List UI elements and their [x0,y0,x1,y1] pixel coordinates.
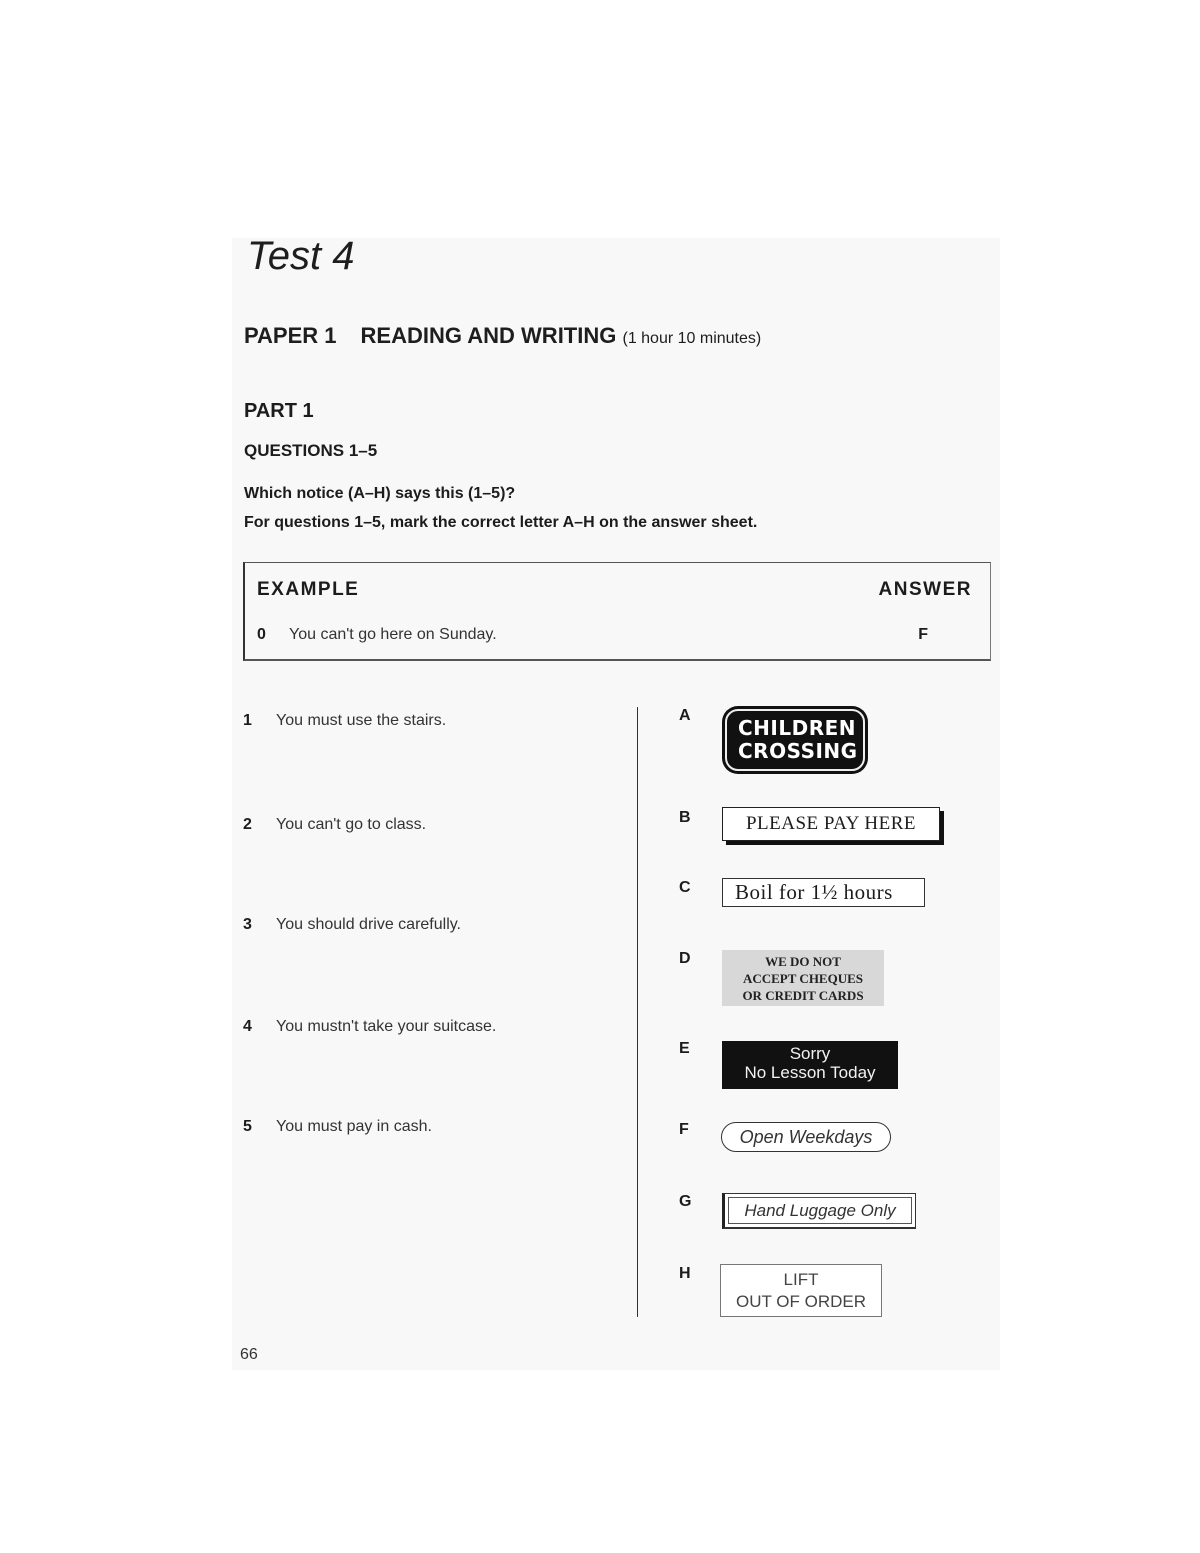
notice-sign-b: PLEASE PAY HERE [722,807,940,841]
notice-line: WE DO NOT [765,954,841,969]
example-number: 0 [257,626,266,643]
question-text: You mustn't take your suitcase. [276,1018,497,1035]
question-text: You can't go to class. [276,816,427,833]
notice-line: ACCEPT CHEQUES [742,971,864,986]
paper-duration: (1 hour 10 minutes) [622,330,762,347]
question-text: You must pay in cash. [276,1118,432,1135]
notice-line: OR CREDIT CARDS [742,988,864,1003]
notice-line: CROSSING [738,739,858,763]
example-label: EXAMPLE [257,579,360,600]
notice-sign-h [720,1264,882,1317]
example-answer-label: ANSWER [878,579,972,600]
notice-line: CHILDREN [738,716,857,740]
notice-sign-f: Open Weekdays [721,1122,891,1152]
notice-line: OUT OF ORDER [735,1292,867,1311]
notice-letter: A [679,707,691,724]
question-number: 4 [243,1018,252,1035]
part-title: PART 1 [244,400,314,422]
notice-letter: D [679,950,691,967]
notice-sign-c: Boil for 1½ hours [722,878,925,907]
notice-letter: E [679,1040,690,1057]
notice-sign-e [722,1041,898,1089]
test-title: Test 4 [247,234,355,278]
paper-name: READING AND WRITING [360,323,617,348]
notice-sign-g-text: Hand Luggage Only [728,1197,912,1224]
question-text: You must use the stairs. [276,712,447,729]
notice-letter: F [679,1121,689,1138]
notice-letter: G [679,1193,692,1210]
notice-sign-a [722,706,868,774]
notice-line: No Lesson Today [744,1063,876,1082]
question-number: 5 [243,1118,252,1135]
page-number: 66 [240,1346,258,1363]
question-number: 3 [243,916,252,933]
notice-line: Sorry [789,1044,831,1063]
notice-sign-g [722,1193,916,1229]
instruction-line-2: For questions 1–5, mark the correct letter A–H on the answer sheet. [244,514,758,531]
paper-label: PAPER 1 [244,323,337,348]
example-text: You can't go here on Sunday. [289,626,497,643]
notice-sign-d [722,950,884,1006]
question-number: 2 [243,816,252,833]
paper-heading [244,323,761,349]
question-number: 1 [243,712,252,729]
notice-letter: C [679,879,691,896]
question-text: You should drive carefully. [276,916,461,933]
notice-line: LIFT [783,1270,819,1289]
questions-range: QUESTIONS 1–5 [244,441,378,460]
notice-letter: B [679,809,691,826]
notice-letter: H [679,1265,691,1282]
example-box [243,562,991,661]
example-answer: F [918,626,928,643]
instruction-line-1: Which notice (A–H) says this (1–5)? [244,485,516,502]
column-divider [637,707,638,1317]
